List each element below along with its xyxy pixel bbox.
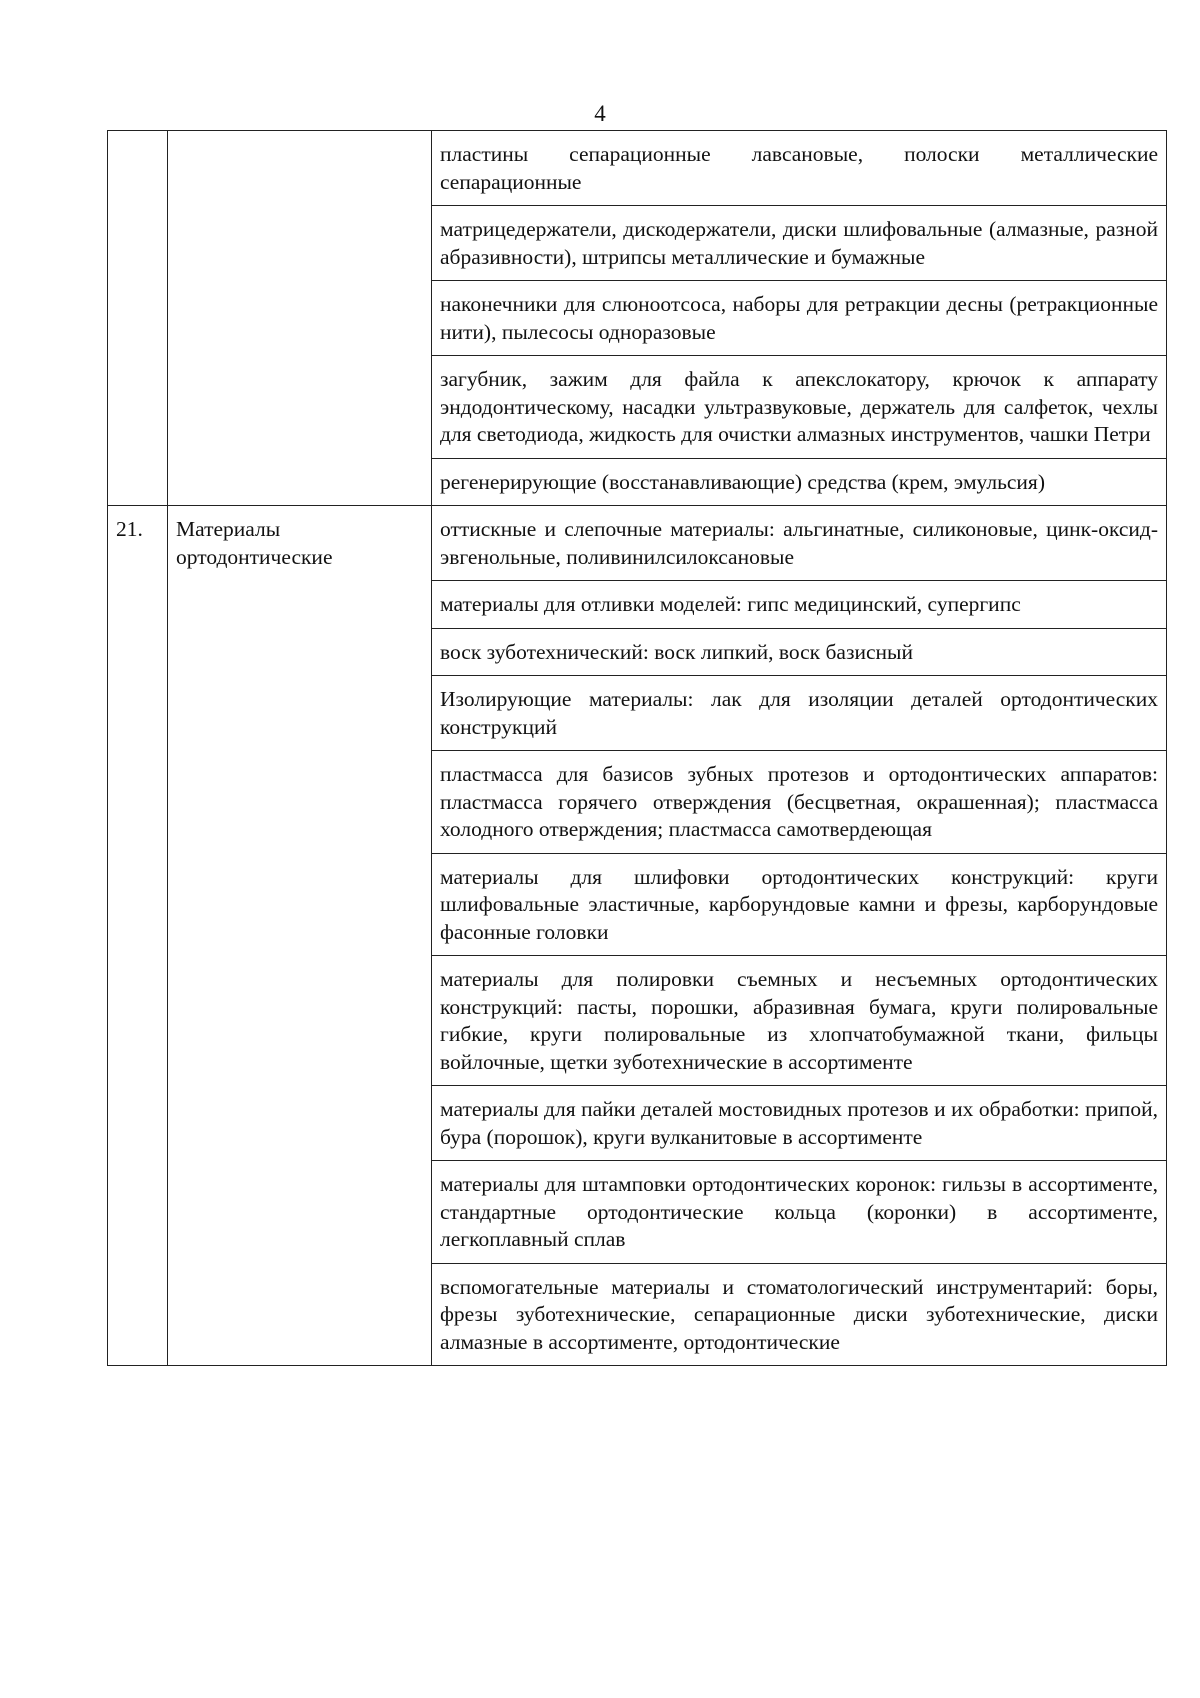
table-row	[108, 131, 1167, 206]
item-cell: матрицедержатели, дискодержатели, диски шлифовальные (алмазные, разной абразивности), штрипсы металлические и бумажные	[432, 206, 1167, 281]
materials-table	[107, 130, 1167, 1366]
row-number-cell	[108, 131, 168, 506]
item-cell: материалы для шлифовки ортодонтических конструкций: круги шлифовальные эластичные, карборундовые камни и фрезы, карборундовые фасонные головки	[432, 853, 1167, 956]
item-cell: воск зуботехнический: воск липкий, воск базисный	[432, 628, 1167, 676]
item-cell: вспомогательные материалы и стоматологический инструментарий: боры, фрезы зуботехнические, сепарационные диски зуботехнические, диски алмазные в ассортименте, ортодонтические	[432, 1263, 1167, 1366]
item-cell: Изолирующие материалы: лак для изоляции деталей ортодонтических конструкций	[432, 676, 1167, 751]
item-cell: пластины сепарационные лавсановые, полоски металлические сепарационные	[432, 131, 1167, 206]
item-cell: регенерирующие (восстанавливающие) средства (крем, эмульсия)	[432, 458, 1167, 506]
item-cell: материалы для штамповки ортодонтических коронок: гильзы в ассортименте, стандартные ортодонтические кольца (коронки) в ассортименте, легкоплавный сплав	[432, 1161, 1167, 1264]
row-name-cell	[168, 131, 432, 506]
row-name-cell: Материалы ортодонтические	[168, 506, 432, 1366]
page-number: 4	[594, 101, 606, 126]
item-cell: оттискные и слепочные материалы: альгинатные, силиконовые, цинк-оксид-эвгенольные, поливинилсилоксановые	[432, 506, 1167, 581]
item-cell: пластмасса для базисов зубных протезов и ортодонтических аппаратов: пластмасса горячего отверждения (бесцветная, окрашенная); пластмасса холодного отверждения; пластмасса самотвердеющая	[432, 751, 1167, 854]
item-cell: материалы для пайки деталей мостовидных протезов и их обработки: припой, бура (порошок), круги вулканитовые в ассортименте	[432, 1086, 1167, 1161]
row-number-cell: 21.	[108, 506, 168, 1366]
item-cell: материалы для полировки съемных и несъемных ортодонтических конструкций: пасты, порошки, абразивная бумага, круги полировальные гибкие, круги полировальные из хлопчатобумажной ткани, фильцы войлочные, щетки зуботехнические в ассортименте	[432, 956, 1167, 1086]
table-row	[108, 506, 1167, 581]
item-cell: материалы для отливки моделей: гипс медицинский, супергипс	[432, 581, 1167, 629]
item-cell: загубник, зажим для файла к апекслокатору, крючок к аппарату эндодонтическому, насадки ультразвуковые, держатель для салфеток, чехлы для светодиода, жидкость для очистки алмазных инструментов, чашки Петри	[432, 356, 1167, 459]
item-cell: наконечники для слюноотсоса, наборы для ретракции десны (ретракционные нити), пылесосы одноразовые	[432, 281, 1167, 356]
